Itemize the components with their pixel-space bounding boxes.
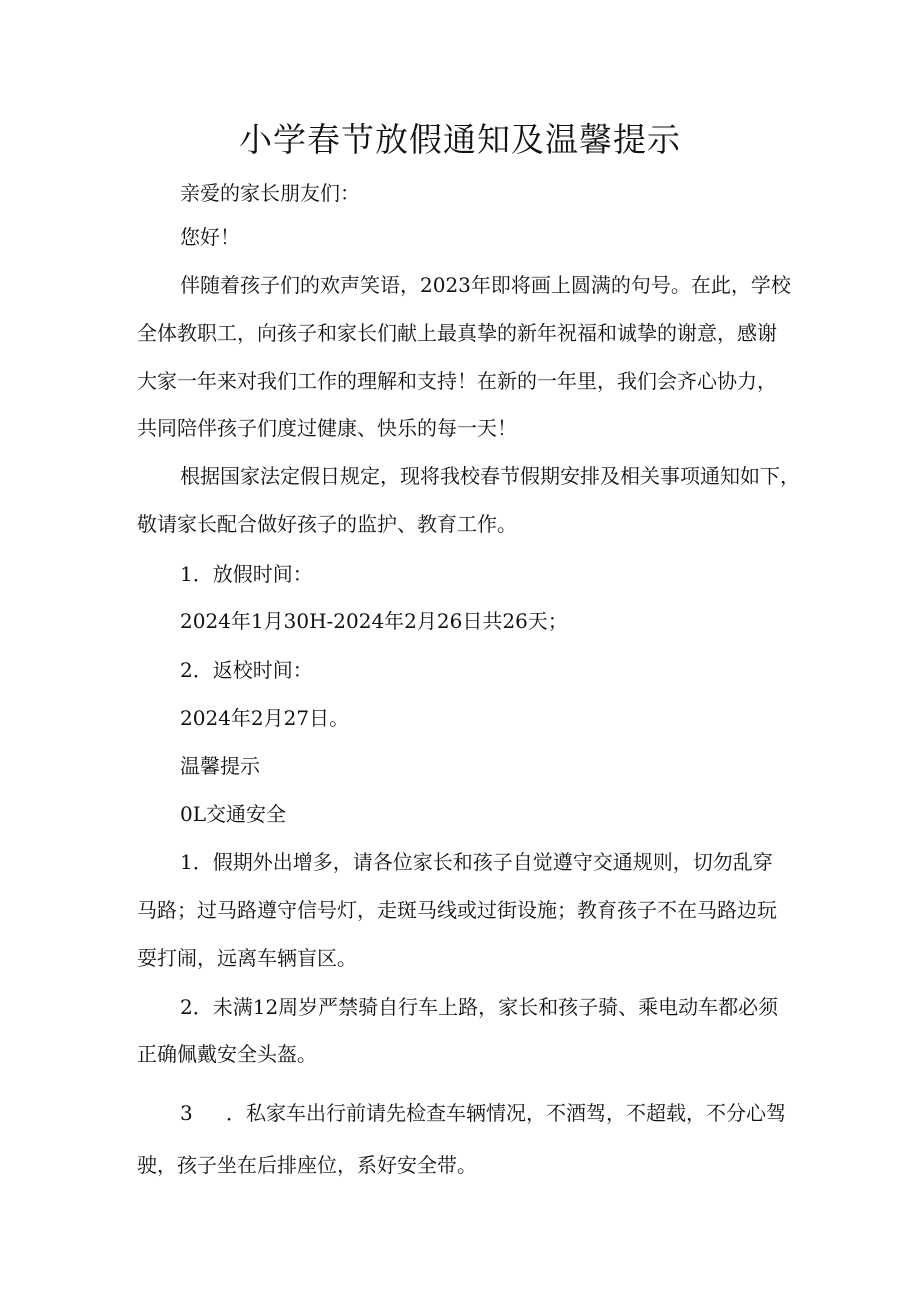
- paragraph-line: 驶，孩子坐在后排座位，系好安全带。: [137, 1153, 477, 1177]
- paragraph-line: 大家一年来对我们工作的理解和支持！在新的一年里，我们会齐心协力，: [137, 369, 777, 393]
- paragraph-line: 共同陪伴孩子们度过健康、快乐的每一天！: [137, 416, 517, 440]
- paragraph-line: 耍打闹，远离车辆盲区。: [137, 946, 357, 970]
- paragraph-line: 全体教职工，向孩子和家长们献上最真挚的新年祝福和诚挚的谢意，感谢: [137, 321, 777, 345]
- paragraph-line: 1．假期外出增多，请各位家长和孩子自觉遵守交通规则，切勿乱穿: [180, 850, 773, 874]
- section-heading: 1．放假时间：: [180, 562, 313, 586]
- section-heading: 0L交通安全: [180, 802, 287, 826]
- paragraph-line: 正确佩戴安全头盔。: [137, 1042, 317, 1066]
- greeting-line: 亲爱的家长朋友们：: [180, 181, 360, 205]
- list-number: 3: [180, 1101, 193, 1125]
- paragraph-line: 伴随着孩子们的欢声笑语，2023年即将画上圆满的句号。在此，学校: [180, 273, 791, 297]
- paragraph-line: 马路；过马路遵守信号灯，走斑马线或过街设施；教育孩子不在马路边玩: [137, 898, 777, 922]
- section-heading: 2．返校时间：: [180, 658, 313, 682]
- list-item: 2024年1月30H-2024年2月26日共26天；: [180, 609, 568, 633]
- page-title: 小学春节放假通知及温馨提示: [239, 120, 681, 159]
- paragraph-line: 根据国家法定假日规定，现将我校春节假期安排及相关事项通知如下，: [180, 464, 800, 488]
- paragraph-line: 2．未满12周岁严禁骑自行车上路，家长和孩子骑、乘电动车都必须: [180, 995, 779, 1019]
- section-heading: 温馨提示: [180, 754, 260, 778]
- list-item: 2024年2月27日。: [180, 706, 350, 730]
- paragraph-line: [180, 1098, 786, 1128]
- paragraph-line: 敬请家长配合做好孩子的监护、教育工作。: [137, 512, 517, 536]
- list-text: ．私家车出行前请先检查车辆情况，不酒驾，不超载，不分心驾: [226, 1101, 786, 1125]
- salutation-line: 您好！: [180, 225, 240, 249]
